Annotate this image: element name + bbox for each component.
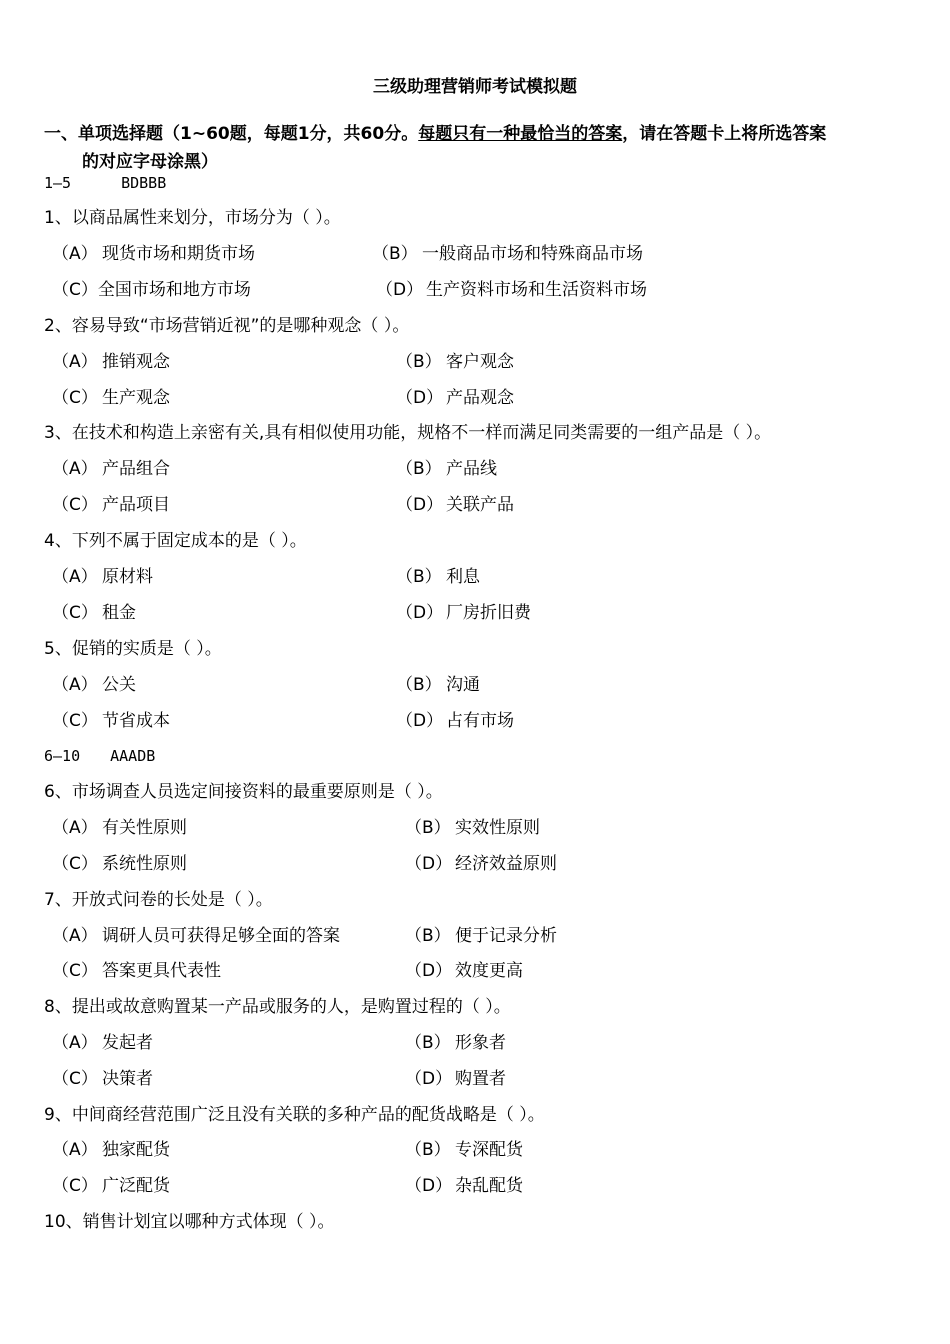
option-c: （C） 系统性原则 xyxy=(52,854,187,874)
option-b: （B） 产品线 xyxy=(396,459,497,479)
option-c: （C） 答案更具代表性 xyxy=(52,961,221,981)
option-b: （B） 专深配货 xyxy=(405,1140,523,1160)
section-heading-main: 一、单项选择题（1~60题，每题1分，共60分。 xyxy=(44,124,419,144)
option-d: （D） 厂房折旧费 xyxy=(396,603,531,623)
option-b: （B） 便于记录分析 xyxy=(405,926,557,946)
option-a: （A） 有关性原则 xyxy=(52,818,187,838)
question-stem: 10、销售计划宜以哪种方式体现（ ）。 xyxy=(44,1212,335,1232)
option-d: （D） 生产资料市场和生活资料市场 xyxy=(376,280,647,300)
option-a: （A） 公关 xyxy=(52,675,136,695)
option-d: （D） 关联产品 xyxy=(396,495,514,515)
option-d: （D） 效度更高 xyxy=(405,961,523,981)
section-heading-rest: ，请在答题卡上将所选答案 xyxy=(622,124,827,144)
question-stem: 3、在技术和构造上亲密有关,具有相似使用功能，规格不一样而满足同类需要的一组产品是（ ）。 xyxy=(44,423,772,443)
option-c: （C）全国市场和地方市场 xyxy=(52,280,251,300)
question-stem: 9、中间商经营范围广泛且没有关联的多种产品的配货战略是（ ）。 xyxy=(44,1105,545,1125)
question-stem: 6、市场调查人员选定间接资料的最重要原则是（ ）。 xyxy=(44,782,443,802)
option-c: （C） 决策者 xyxy=(52,1069,153,1089)
question-stem: 5、促销的实质是（ ）。 xyxy=(44,639,222,659)
answer-key-range: 6—10 xyxy=(44,747,81,765)
section-heading xyxy=(44,120,924,176)
option-b: （B） 客户观念 xyxy=(396,352,514,372)
answer-key xyxy=(44,745,155,767)
option-a: （A） 推销观念 xyxy=(52,352,170,372)
section-heading-continuation: 的对应字母涂黑） xyxy=(82,152,218,172)
question-stem: 2、容易导致“市场营销近视”的是哪种观念（ ）。 xyxy=(44,316,410,336)
option-c: （C） 产品项目 xyxy=(52,495,170,515)
option-a: （A） 产品组合 xyxy=(52,459,170,479)
option-a: （A） 现货市场和期货市场 xyxy=(52,244,255,264)
answer-key-range: 1—5 xyxy=(44,174,72,192)
answer-key-answers: BDBBB xyxy=(121,174,167,192)
answer-key-answers: AAADB xyxy=(110,747,156,765)
question-stem: 7、开放式问卷的长处是（ ）。 xyxy=(44,890,273,910)
option-d: （D） 占有市场 xyxy=(396,711,514,731)
option-d: （D） 产品观念 xyxy=(396,388,514,408)
option-d: （D） 经济效益原则 xyxy=(405,854,557,874)
document-title: 三级助理营销师考试模拟题 xyxy=(373,77,577,97)
option-b: （B） 形象者 xyxy=(405,1033,506,1053)
question-stem: 1、以商品属性来划分，市场分为（ ）。 xyxy=(44,208,341,228)
option-a: （A） 调研人员可获得足够全面的答案 xyxy=(52,926,340,946)
option-b: （B） 沟通 xyxy=(396,675,480,695)
option-d: （D） 购置者 xyxy=(405,1069,506,1089)
option-b: （B） 实效性原则 xyxy=(405,818,540,838)
option-d: （D） 杂乱配货 xyxy=(405,1176,523,1196)
answer-key xyxy=(44,172,166,194)
option-c: （C） 生产观念 xyxy=(52,388,170,408)
section-heading-underlined: 每题只有一种最恰当的答案 xyxy=(418,124,623,144)
question-stem: 8、提出或故意购置某一产品或服务的人，是购置过程的（ ）。 xyxy=(44,997,511,1017)
option-c: （C） 广泛配货 xyxy=(52,1176,170,1196)
option-a: （A） 发起者 xyxy=(52,1033,153,1053)
option-b: （B） 一般商品市场和特殊商品市场 xyxy=(372,244,643,264)
question-stem: 4、下列不属于固定成本的是（ ）。 xyxy=(44,531,307,551)
option-a: （A） 独家配货 xyxy=(52,1140,170,1160)
option-c: （C） 租金 xyxy=(52,603,136,623)
option-c: （C） 节省成本 xyxy=(52,711,170,731)
option-a: （A） 原材料 xyxy=(52,567,153,587)
option-b: （B） 利息 xyxy=(396,567,480,587)
